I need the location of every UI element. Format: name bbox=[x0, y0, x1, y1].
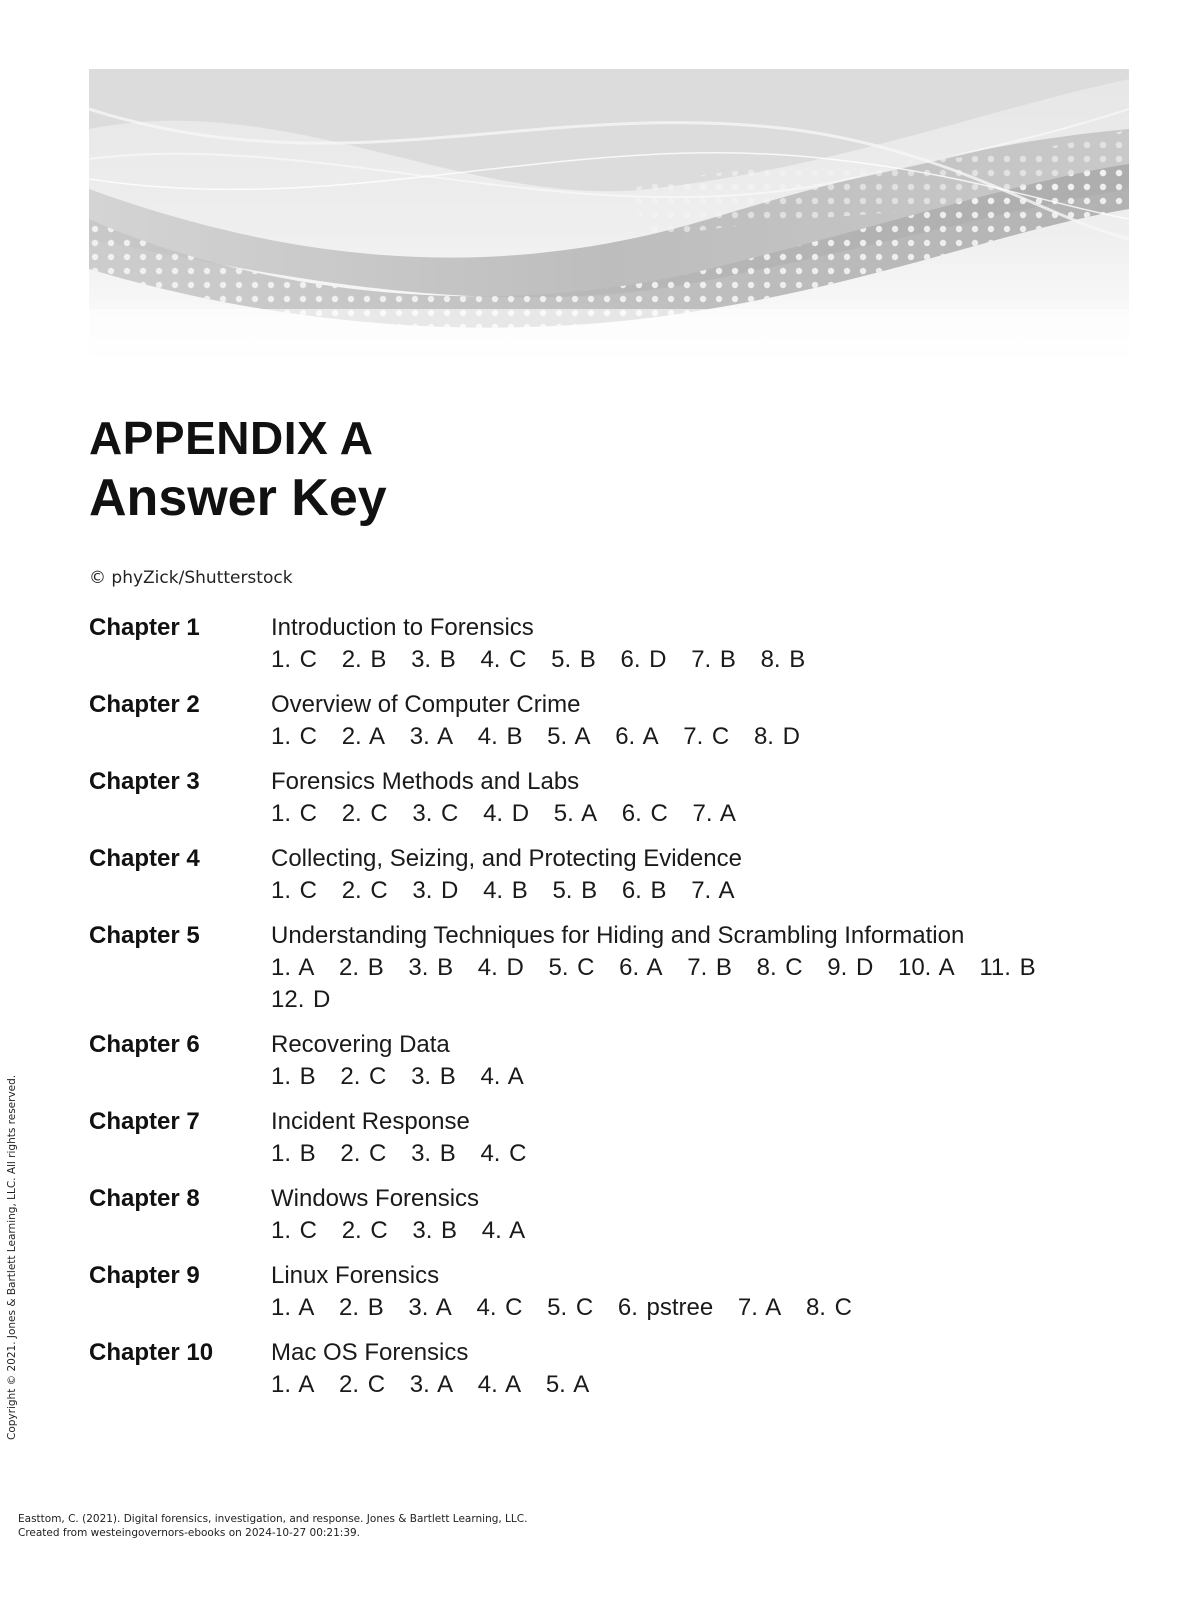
chapter-body bbox=[271, 843, 1134, 907]
chapter-row bbox=[89, 766, 1134, 830]
answer-item: 2. B bbox=[339, 954, 384, 981]
answer-item: 3. A bbox=[409, 1371, 454, 1398]
answer-item: 2. B bbox=[341, 646, 387, 673]
chapter-title: Linux Forensics bbox=[271, 1262, 440, 1289]
chapter-row bbox=[89, 612, 1134, 676]
chapter-answers bbox=[271, 721, 1134, 753]
answer-item: 2. C bbox=[341, 800, 388, 827]
answer-item: 2. A bbox=[341, 723, 386, 750]
chapter-body bbox=[271, 689, 1134, 753]
answer-item: 1. C bbox=[271, 1217, 318, 1244]
answer-item: 3. C bbox=[412, 800, 459, 827]
answer-item: 8. B bbox=[760, 646, 806, 673]
chapter-label: Chapter 6 bbox=[89, 1031, 200, 1058]
answer-item: 8. C bbox=[756, 954, 803, 981]
footer-created: Created from westeingovernors-ebooks on 2024-10-27 00:21:39. bbox=[18, 1527, 361, 1539]
chapter-answers bbox=[271, 1215, 1134, 1247]
title-block bbox=[89, 410, 387, 530]
answer-item: 1. A bbox=[271, 1371, 315, 1398]
page-title: Answer Key bbox=[89, 469, 387, 527]
chapter-label: Chapter 1 bbox=[89, 614, 200, 641]
appendix-label: APPENDIX A bbox=[89, 412, 374, 464]
answer-item: 3. B bbox=[411, 646, 456, 673]
chapter-body bbox=[271, 1337, 1134, 1401]
answer-item: 4. D bbox=[483, 800, 530, 827]
chapter-label: Chapter 8 bbox=[89, 1185, 200, 1212]
answer-item: 5. A bbox=[545, 1371, 590, 1398]
answer-item: 3. B bbox=[411, 1140, 456, 1167]
chapter-row bbox=[89, 1260, 1134, 1324]
answer-item: 7. A bbox=[691, 877, 735, 904]
answer-item: 7. C bbox=[683, 723, 730, 750]
answer-item: 9. D bbox=[827, 954, 874, 981]
answer-item: 11. B bbox=[979, 954, 1036, 981]
chapter-body bbox=[271, 1106, 1134, 1170]
answer-item: 1. B bbox=[271, 1063, 316, 1090]
answer-item: 7. B bbox=[691, 646, 736, 673]
answer-item: 2. C bbox=[341, 1217, 388, 1244]
answer-item: 4. C bbox=[476, 1294, 523, 1321]
answer-item: 10. A bbox=[897, 954, 955, 981]
answer-item: 4. C bbox=[480, 1140, 527, 1167]
answer-item: 6. pstree bbox=[617, 1294, 714, 1321]
answer-item: 5. A bbox=[547, 723, 591, 750]
answer-item: 2. C bbox=[341, 877, 388, 904]
answer-item: 2. B bbox=[339, 1294, 384, 1321]
chapter-answers bbox=[271, 875, 1134, 907]
chapter-row bbox=[89, 843, 1134, 907]
answer-item: 3. B bbox=[412, 1217, 458, 1244]
answer-item: 6. A bbox=[619, 954, 663, 981]
answer-item: 7. B bbox=[687, 954, 732, 981]
answer-item: 3. B bbox=[408, 954, 454, 981]
answer-item: 8. D bbox=[753, 723, 800, 750]
chapter-answers bbox=[271, 952, 1134, 1016]
chapter-title: Incident Response bbox=[271, 1108, 470, 1135]
chapter-label: Chapter 7 bbox=[89, 1108, 200, 1135]
chapter-label: Chapter 2 bbox=[89, 691, 200, 718]
answer-item: 2. C bbox=[339, 1371, 386, 1398]
chapter-answers bbox=[271, 1061, 1134, 1093]
answer-item: 4. A bbox=[481, 1217, 526, 1244]
chapter-title: Mac OS Forensics bbox=[271, 1339, 469, 1366]
chapter-body bbox=[271, 920, 1134, 1016]
chapter-title: Understanding Techniques for Hiding and Scrambling Information bbox=[271, 922, 965, 949]
chapter-body bbox=[271, 1260, 1134, 1324]
answer-item: 6. D bbox=[620, 646, 667, 673]
chapter-row bbox=[89, 1183, 1134, 1247]
chapter-title: Windows Forensics bbox=[271, 1185, 480, 1212]
chapter-label: Chapter 5 bbox=[89, 922, 200, 949]
answer-item: 1. A bbox=[271, 1294, 315, 1321]
answer-item: 1. C bbox=[271, 646, 318, 673]
chapter-body bbox=[271, 1183, 1134, 1247]
chapter-row bbox=[89, 920, 1134, 1016]
answer-item: 4. A bbox=[477, 1371, 522, 1398]
chapter-row bbox=[89, 1029, 1134, 1093]
chapter-row bbox=[89, 1337, 1134, 1401]
answer-item: 2. C bbox=[340, 1063, 387, 1090]
answer-item: 6. A bbox=[615, 723, 659, 750]
footer bbox=[18, 1512, 527, 1540]
decorative-banner bbox=[89, 69, 1129, 369]
answer-item: 5. C bbox=[548, 954, 595, 981]
chapter-answers bbox=[271, 1369, 1134, 1401]
answer-item: 6. B bbox=[621, 877, 667, 904]
chapter-title: Introduction to Forensics bbox=[271, 614, 534, 641]
answer-item: 5. B bbox=[551, 646, 596, 673]
answer-item: 3. A bbox=[409, 723, 454, 750]
chapter-title: Collecting, Seizing, and Protecting Evidence bbox=[271, 845, 742, 872]
answer-item: 5. B bbox=[552, 877, 598, 904]
answer-item: 1. B bbox=[271, 1140, 316, 1167]
chapter-title: Forensics Methods and Labs bbox=[271, 768, 580, 795]
answer-item: 4. B bbox=[483, 877, 528, 904]
side-copyright: Copyright © 2021. Jones & Bartlett Learning, LLC. All rights reserved. bbox=[6, 1074, 18, 1440]
answer-item: 5. C bbox=[547, 1294, 594, 1321]
answer-item: 3. D bbox=[412, 877, 459, 904]
chapter-title: Recovering Data bbox=[271, 1031, 450, 1058]
chapter-label: Chapter 10 bbox=[89, 1339, 214, 1366]
answer-item: 4. C bbox=[480, 646, 527, 673]
chapter-answers bbox=[271, 798, 1134, 830]
answer-item: 7. A bbox=[737, 1294, 782, 1321]
answer-item: 2. C bbox=[340, 1140, 387, 1167]
wave-banner-image bbox=[89, 69, 1129, 369]
answer-item: 1. C bbox=[271, 877, 318, 904]
chapter-body bbox=[271, 766, 1134, 830]
chapter-label: Chapter 4 bbox=[89, 845, 200, 872]
answer-item: 6. C bbox=[621, 800, 668, 827]
answer-item: 4. A bbox=[480, 1063, 524, 1090]
chapter-answers bbox=[271, 1138, 1134, 1170]
answer-item: 5. A bbox=[553, 800, 598, 827]
answer-item: 1. C bbox=[271, 800, 318, 827]
answer-item: 1. C bbox=[271, 723, 318, 750]
answer-key-list bbox=[89, 612, 1134, 1414]
answer-item: 12. D bbox=[271, 986, 331, 1013]
chapter-answers bbox=[271, 1292, 1134, 1324]
footer-citation: Easttom, C. (2021). Digital forensics, investigation, and response. Jones & Bartlett Learning, LLC. bbox=[18, 1513, 528, 1525]
chapter-body bbox=[271, 1029, 1134, 1093]
chapter-answers bbox=[271, 644, 1134, 676]
chapter-row bbox=[89, 689, 1134, 753]
answer-item: 4. B bbox=[477, 723, 523, 750]
answer-item: 8. C bbox=[805, 1294, 852, 1321]
answer-item: 3. B bbox=[411, 1063, 456, 1090]
answer-item: 4. D bbox=[477, 954, 524, 981]
chapter-title: Overview of Computer Crime bbox=[271, 691, 581, 718]
answer-item: 1. A bbox=[271, 954, 315, 981]
image-credit: © phyZick/Shutterstock bbox=[89, 568, 293, 588]
chapter-label: Chapter 9 bbox=[89, 1262, 200, 1289]
chapter-body bbox=[271, 612, 1134, 676]
chapter-row bbox=[89, 1106, 1134, 1170]
answer-item: 7. A bbox=[692, 800, 736, 827]
chapter-label: Chapter 3 bbox=[89, 768, 200, 795]
answer-item: 3. A bbox=[408, 1294, 452, 1321]
